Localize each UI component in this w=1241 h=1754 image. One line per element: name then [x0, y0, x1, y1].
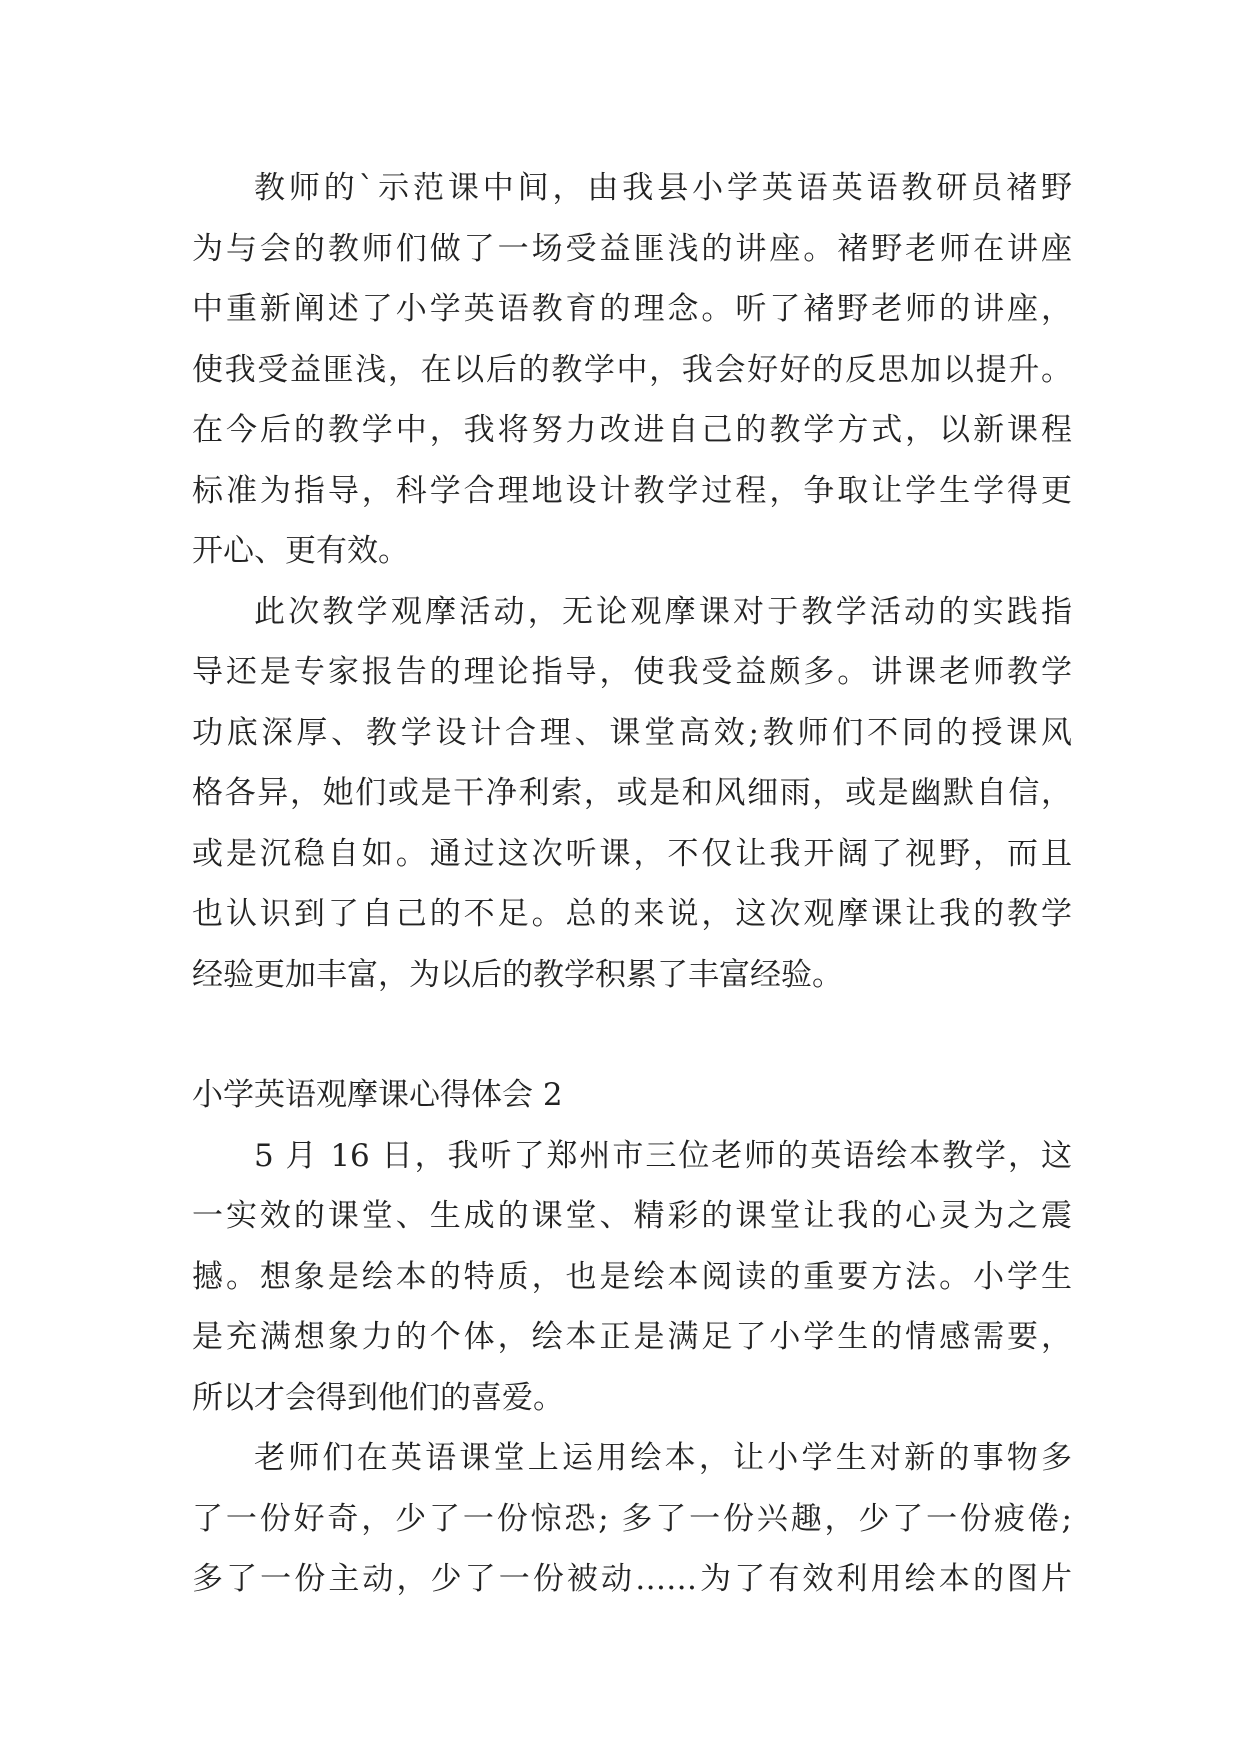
text-line: 教师的`示范课中间，由我县小学英语英语教研员褚野 [254, 170, 1072, 206]
text-line: 经验更加丰富，为以后的教学积累了丰富经验。 [192, 956, 843, 993]
text-line: 多了一份主动，少了一份被动……为了有效利用绘本的图片 [192, 1561, 1072, 1597]
section-heading: 小学英语观摩课心得体会 2 [192, 1077, 563, 1113]
paragraph-1 [192, 158, 1072, 582]
text-line: 在今后的教学中，我将努力改进自己的教学方式，以新课程 [192, 412, 1072, 448]
text-line: 5 月 16 日，我听了郑州市三位老师的英语绘本教学，这 [254, 1137, 1072, 1174]
text-line: 开心、更有效。 [192, 533, 409, 569]
text-line: 老师们在英语课堂上运用绘本，让小学生对新的事物多 [254, 1440, 1072, 1476]
paragraph-3 [192, 1126, 1072, 1429]
text-line: 了一份好奇，少了一份惊恐; 多了一份兴趣，少了一份疲倦; [192, 1500, 1072, 1537]
text-line: 格各异，她们或是干净利索，或是和风细雨，或是幽默自信， [192, 775, 1072, 811]
text-line: 所以才会得到他们的喜爱。 [192, 1379, 564, 1416]
text-line: 或是沉稳自如。通过这次听课，不仅让我开阔了视野，而且 [192, 835, 1072, 872]
text-line: 为与会的教师们做了一场受益匪浅的讲座。褚野老师在讲座 [192, 230, 1072, 267]
text-line: 是充满想象力的个体，绘本正是满足了小学生的情感需要， [192, 1319, 1072, 1355]
text-line: 也认识到了自己的不足。总的来说，这次观摩课让我的教学 [192, 896, 1072, 932]
text-line: 此次教学观摩活动，无论观摩课对于教学活动的实践指 [254, 593, 1072, 630]
paragraph-4 [192, 1428, 1072, 1610]
text-line: 一实效的课堂、生成的课堂、精彩的课堂让我的心灵为之震 [192, 1198, 1072, 1234]
text-line: 使我受益匪浅，在以后的教学中，我会好好的反思加以提升。 [192, 351, 1072, 388]
document-body [192, 158, 1072, 1610]
text-line: 导还是专家报告的理论指导，使我受益颇多。讲课老师教学 [192, 654, 1072, 690]
text-line: 中重新阐述了小学英语教育的理念。听了褚野老师的讲座， [192, 291, 1072, 327]
text-line: 撼。想象是绘本的特质，也是绘本阅读的重要方法。小学生 [192, 1258, 1072, 1295]
text-line: 标准为指导，科学合理地设计教学过程，争取让学生学得更 [192, 472, 1072, 509]
text-line: 功底深厚、教学设计合理、课堂高效;教师们不同的授课风 [192, 714, 1072, 751]
paragraph-2 [192, 582, 1072, 1006]
